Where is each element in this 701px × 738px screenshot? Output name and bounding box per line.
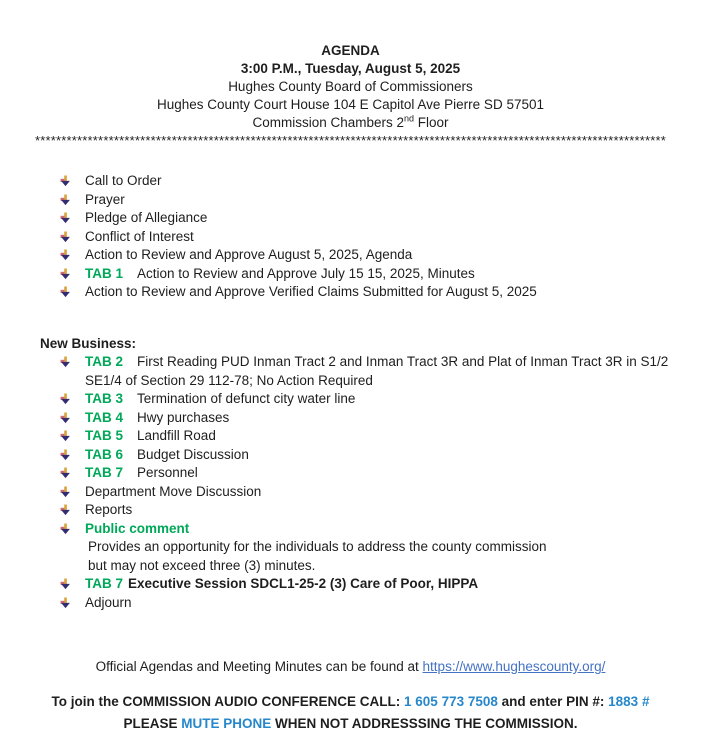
item-text: Personnel (137, 465, 198, 480)
agenda-item-list (0, 172, 701, 302)
agenda-item-approve-minutes (0, 265, 701, 284)
tab-label: TAB 3 (85, 391, 124, 406)
pin-bullet-icon (60, 191, 85, 206)
item-body (85, 353, 697, 390)
pin-bullet-icon (60, 483, 85, 498)
new-business-list (0, 353, 701, 612)
public-comment-note: Provides an opportunity for the individuals to address the county commission (88, 539, 547, 554)
agenda-item-conflict (0, 228, 701, 247)
item-text: Action to Review and Approve August 5, 2025, Agenda (85, 247, 413, 262)
item-body (85, 575, 478, 594)
nb-item-executive-session (0, 575, 701, 594)
document-header (0, 0, 701, 132)
minutes-info-line (0, 658, 701, 676)
item-text: Budget Discussion (137, 446, 249, 462)
nb-item-tab5 (0, 427, 701, 446)
nb-item-tab2 (0, 353, 701, 390)
public-comment-note: but may not exceed three (3) minutes. (88, 557, 316, 573)
tab-label: TAB 5 (85, 428, 124, 443)
pin-bullet-icon (60, 172, 85, 187)
mute-suffix-text: WHEN NOT ADDRESSSING THE COMMISSION. (271, 716, 578, 731)
pin-bullet-icon (60, 283, 85, 298)
item-body (85, 265, 475, 284)
agenda-item-call-to-order (0, 172, 701, 191)
pin-bullet-icon (60, 501, 85, 516)
asterisk-divider: ************************************************************************************************************************ (34, 133, 667, 148)
nb-item-tab7-personnel (0, 464, 701, 483)
mute-phone-highlight: MUTE PHONE (181, 716, 272, 731)
item-text: Call to Order (85, 173, 162, 188)
item-body (85, 390, 355, 409)
venue-room-main: Commission Chambers 2 (252, 115, 404, 130)
item-body (85, 464, 198, 483)
conference-middle-text: and enter PIN #: (497, 694, 609, 709)
pin-bullet-icon (60, 390, 85, 405)
item-text: First Reading PUD Inman Tract 2 and Inman Tract 3R and Plat of Inman Tract 3R in S1/2 SE1/4 of Section 29 112-78; No Action Required (85, 354, 669, 388)
venue-room (0, 114, 701, 132)
nb-item-tab6 (0, 446, 701, 465)
item-text: Pledge of Allegiance (85, 210, 208, 225)
item-text: Action to Review and Approve July 15 15, 2025, Minutes (137, 265, 475, 281)
pin-bullet-icon (60, 209, 85, 224)
item-text: Adjourn (85, 594, 132, 610)
conference-pin: 1883 # (608, 694, 650, 709)
mute-prefix-text: PLEASE (123, 716, 182, 731)
pin-bullet-icon (60, 353, 85, 368)
pin-bullet-icon (60, 594, 85, 609)
item-text: Termination of defunct city water line (137, 391, 356, 406)
mute-phone-line (0, 713, 701, 735)
venue-address: Hughes County Court House 104 E Capitol Ave Pierre SD 57501 (157, 97, 544, 112)
item-text: Action to Review and Approve Verified Claims Submitted for August 5, 2025 (85, 284, 537, 299)
minutes-info-text: Official Agendas and Meeting Minutes can be found at (95, 659, 423, 674)
tab-label: TAB 6 (85, 446, 124, 462)
agenda-item-pledge (0, 209, 701, 228)
agenda-item-prayer (0, 191, 701, 210)
nb-item-department-move (0, 483, 701, 502)
conference-info (0, 691, 701, 735)
organization-name: Hughes County Board of Commissioners (228, 79, 473, 94)
pin-bullet-icon (60, 246, 85, 261)
pin-bullet-icon (60, 409, 85, 424)
meeting-datetime: 3:00 P.M., Tuesday, August 5, 2025 (240, 61, 461, 76)
nb-item-adjourn (0, 594, 701, 613)
agenda-title: AGENDA (321, 43, 380, 58)
agenda-item-approve-claims (0, 283, 701, 302)
pin-bullet-icon (60, 464, 85, 479)
new-business-heading: New Business: (40, 335, 137, 351)
pin-bullet-icon (60, 228, 85, 243)
pin-bullet-icon (60, 520, 85, 535)
tab-label: TAB 1 (85, 265, 124, 281)
venue-room-rest: Floor (414, 115, 449, 130)
nb-item-public-comment (0, 520, 701, 539)
agenda-item-approve-agenda (0, 246, 701, 265)
item-text: Hwy purchases (137, 409, 230, 425)
website-link[interactable]: https://www.hughescounty.org/ (422, 659, 606, 674)
item-text: Prayer (85, 191, 125, 207)
pin-bullet-icon (60, 446, 85, 461)
item-body (85, 409, 229, 428)
venue-room-ordinal: nd (404, 113, 415, 124)
tab-label: TAB 2 (85, 354, 124, 369)
item-text: Reports (85, 502, 133, 517)
nb-item-tab3 (0, 390, 701, 409)
conference-phone-number: 1 605 773 7508 (404, 694, 498, 709)
item-text: Public comment (85, 520, 190, 536)
conference-call-line (0, 691, 701, 713)
item-text: Conflict of Interest (85, 228, 194, 244)
item-text: Executive Session SDCL1-25-2 (3) Care of Poor, HIPPA (128, 576, 479, 591)
conference-prefix-text: To join the COMMISSION AUDIO CONFERENCE CALL: (51, 694, 405, 709)
item-body (85, 427, 216, 446)
pin-bullet-icon (60, 575, 85, 590)
item-text: Landfill Road (137, 428, 216, 443)
tab-label: TAB 7 (85, 576, 124, 591)
item-body (85, 446, 249, 465)
item-text: Department Move Discussion (85, 483, 262, 499)
tab-label: TAB 7 (85, 465, 124, 480)
nb-item-reports (0, 501, 701, 520)
pin-bullet-icon (60, 265, 85, 280)
nb-item-tab4 (0, 409, 701, 428)
pin-bullet-icon (60, 427, 85, 442)
tab-label: TAB 4 (85, 409, 124, 425)
